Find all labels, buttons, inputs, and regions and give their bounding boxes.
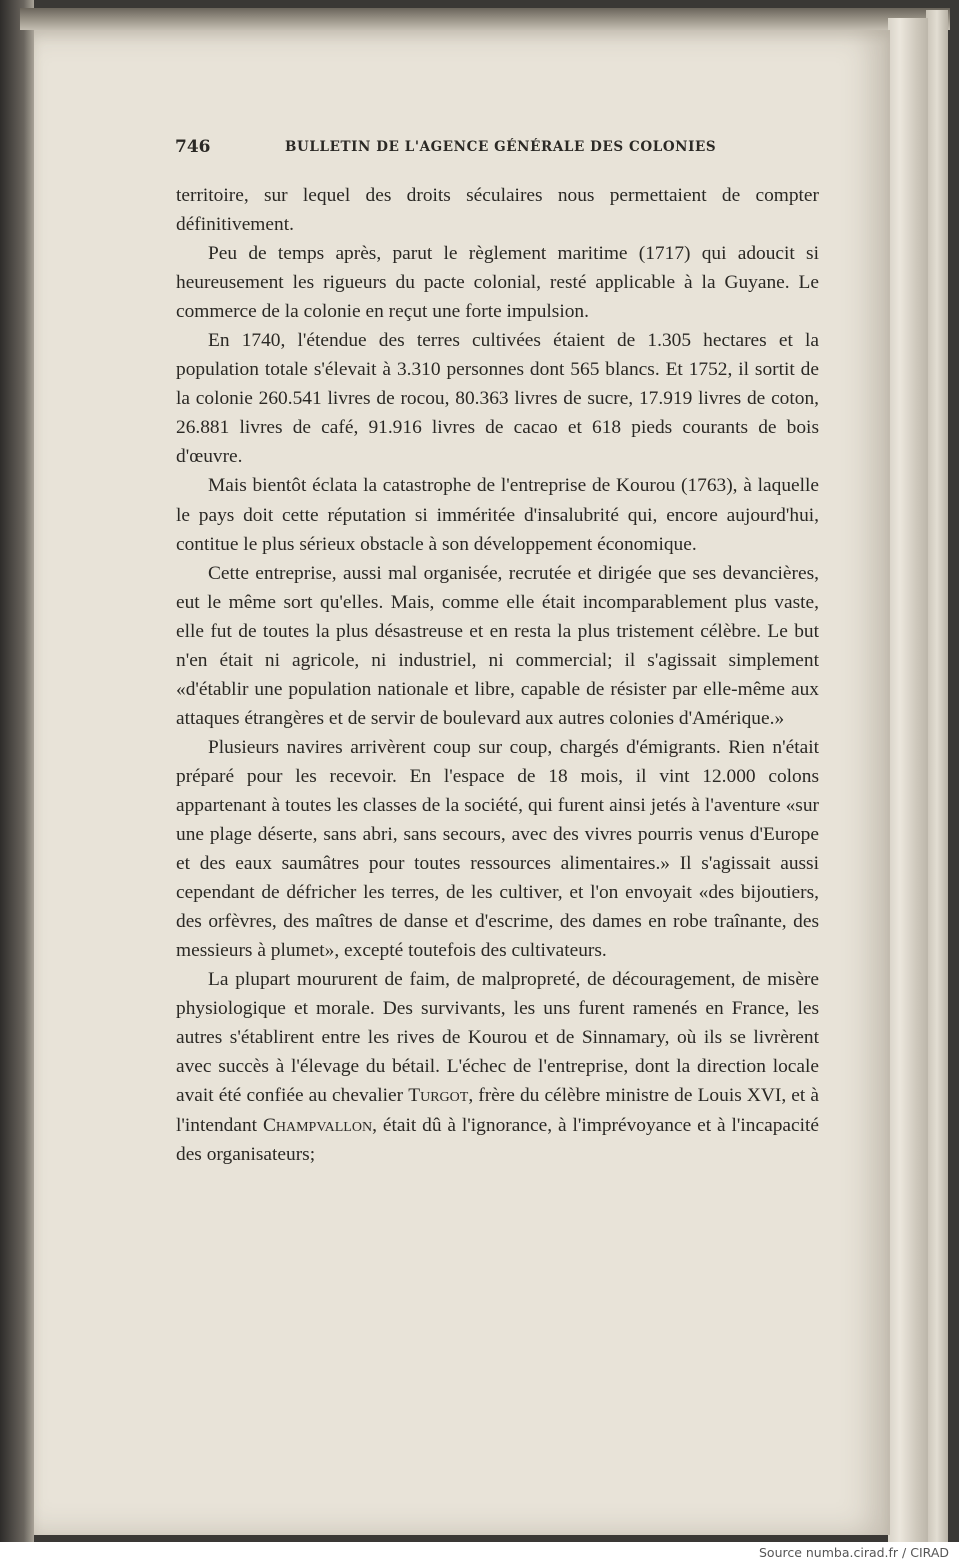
paragraph-7 [176,965,819,1168]
running-title: BULLETIN DE L'AGENCE GÉNÉRALE DES COLONIES [285,139,717,155]
book-cover-edge [20,8,950,30]
paragraph-3: En 1740, l'étendue des terres cultivées étaient de 1.305 hectares et la population totale s'élevait à 3.310 personnes dont 565 blancs. Et 1752, il sortit de la colonie 260.541 livres de rocou, 80.363 livres de sucre, 17.919 livres de coton, 26.881 livres de café, 91.916 livres de cacao et 618 pieds courants de bois d'œuvre. [176,330,819,468]
name-champvallon: Champvallon [262,1114,373,1136]
paragraph-5: Cette entreprise, aussi mal organisée, recrutée et dirigée que ses devancières, eut le même sort qu'elles. Mais, comme elle était incomparablement plus vaste, elle fut de toutes la plus désastreuse et en resta la plus tristement célèbre. Le but n'en était ni agricole, ni industriel, ni commercial; il s'agissait simplement «d'établir une population nationale et libre, capable de résister par elle-même aux attaques étrangères et de servir de boulevard aux autres colonies d'Amérique.» [176,562,819,729]
paragraph-7-text-c: , était dû à l'ignorance, à l'imprévoyance et à l'incapacité des organisateurs; [176,1114,819,1165]
paragraph-1: territoire, sur lequel des droits séculaires nous permettaient de compter définitivement. [176,185,819,236]
source-credit: Source numba.cirad.fr / CIRAD [758,1545,949,1560]
book-spine [0,0,34,1542]
paragraph-7-text-a: La plupart moururent de faim, de malpropreté, de découragement, de misère physiologique et morale. Des survivants, les uns furent ramenés en France, les autres s'établirent entre les rives de Kourou et de Sinnamary, où ils se livrèrent avec succès à l'élevage du bétail. L'échec de l'entreprise, dont la direction locale avait été confiée au chevalier [176,969,819,1107]
paragraph-6: Plusieurs navires arrivèrent coup sur coup, chargés d'émigrants. Rien n'était préparé pour les recevoir. En l'espace de 18 mois, il vint 12.000 colons appartenant à toutes les classes de la société, qui furent ainsi jetés à l'aventure «sur une plage déserte, sans abri, sans secours, avec des vivres pourris venus d'Europe et des eaux saumâtres pour toutes ressources alimentaires.» Il s'agissait aussi cependant de défricher les terres, de les cultiver, et l'on envoyait «des bijoutiers, des orfèvres, des maîtres de danse et d'escrime, des dames en robe traînante, des messieurs à plumet», excepté toutefois des cultivateurs. [176,736,819,962]
body-text [176,181,819,1169]
name-turgot: Turgot [408,1085,469,1107]
page-stack-edge [926,10,948,1542]
paragraph-4: Mais bientôt éclata la catastrophe de l'entreprise de Kourou (1763), à laquelle le pays doit cette réputation si imméritée d'insalubrité qui, encore aujourd'hui, contitue le plus sérieux obstacle à son développement économique. [176,475,819,555]
page-number: 746 [175,137,211,157]
paragraph-7-text-b: , frère du célèbre ministre de Louis XVI, et à l'intendant [176,1085,819,1136]
page-fore-edge [888,18,928,1542]
running-header [175,137,835,161]
paragraph-2: Peu de temps après, parut le règlement maritime (1717) qui adoucit si heureusement les rigueurs du pacte colonial, resté applicable à la Guyane. Le commerce de la colonie en reçut une forte impulsion. [176,243,819,323]
